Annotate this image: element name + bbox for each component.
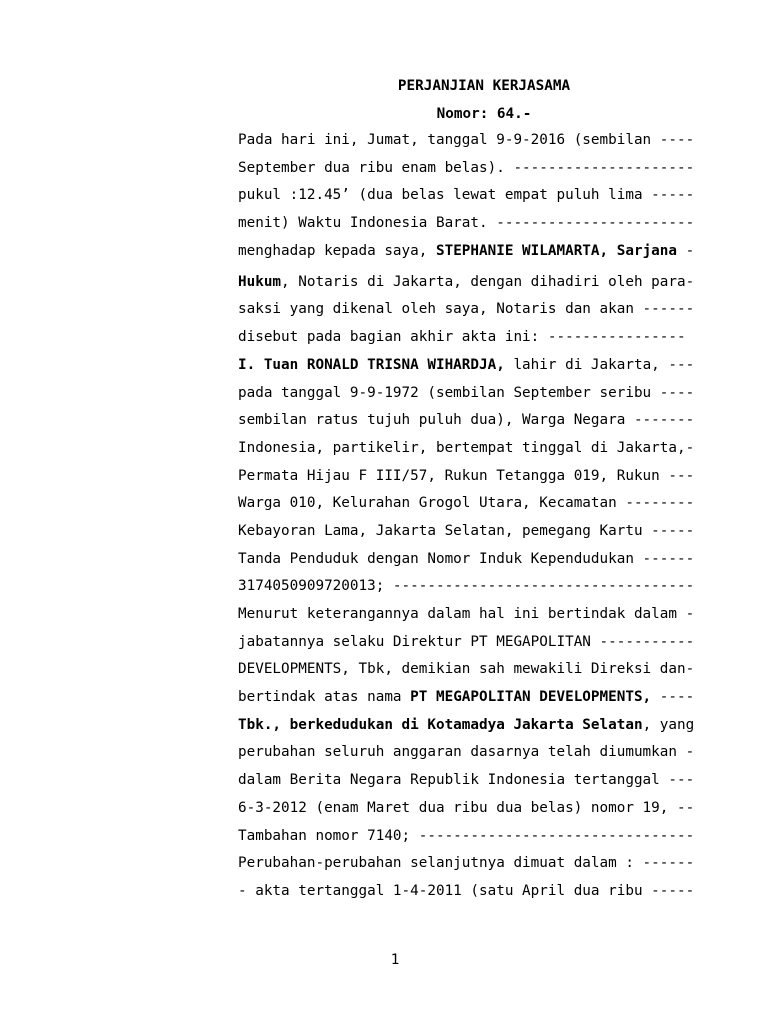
text-line	[238, 518, 738, 546]
text-segment: Pada hari ini, Jumat, tanggal 9-9-2016 (sembilan ----	[238, 132, 695, 148]
text-line	[238, 629, 738, 657]
text-segment: lahir di Jakarta, ---	[504, 356, 695, 373]
bold-text-segment: STEPHANIE WILAMARTA, Sarjana	[435, 242, 677, 259]
text-line	[238, 878, 738, 906]
text-line	[238, 296, 738, 324]
text-line	[238, 324, 738, 352]
text-segment: pukul :12.45’ (dua belas lewat empat puluh lima -----	[238, 187, 695, 204]
text-segment: , yang	[642, 716, 695, 733]
text-line	[238, 656, 738, 684]
text-line	[238, 850, 738, 878]
text-segment: Indonesia, partikelir, bertempat tinggal di Jakarta,-	[238, 439, 695, 456]
text-segment: dalam Berita Negara Republik Indonesia tertanggal ---	[238, 772, 695, 789]
page-number: 1	[390, 952, 400, 968]
text-line	[238, 407, 738, 435]
text-segment: -	[677, 242, 695, 259]
text-segment: jabatannya selaku Direktur PT MEGAPOLITAN -----------	[238, 633, 695, 650]
text-line	[238, 127, 738, 155]
text-line	[238, 155, 738, 183]
text-line	[238, 573, 738, 601]
text-line	[238, 463, 738, 491]
text-segment: perubahan seluruh anggaran dasarnya telah diumumkan -	[238, 744, 695, 761]
text-segment: Tambahan nomor 7140; --------------------------------	[238, 827, 695, 844]
bold-text-segment: Hukum	[238, 273, 282, 290]
document-number: Nomor: 64.-	[436, 106, 532, 122]
text-segment: pada tanggal 9-9-1972 (sembilan September seribu ----	[238, 384, 695, 401]
text-segment: sembilan ratus tujuh puluh dua), Warga Negara -------	[238, 412, 695, 429]
text-segment: Permata Hijau F III/57, Rukun Tetangga 019, Rukun ---	[238, 467, 695, 484]
text-line	[238, 269, 738, 297]
text-line	[238, 712, 738, 740]
text-line	[238, 238, 738, 269]
text-segment: Warga 010, Kelurahan Grogol Utara, Kecamatan --------	[238, 495, 695, 512]
text-segment: Menurut keterangannya dalam hal ini bertindak dalam -	[238, 606, 695, 622]
text-line	[238, 546, 738, 574]
text-line	[238, 380, 738, 408]
document-body	[238, 127, 738, 906]
text-segment: ----	[651, 689, 695, 706]
text-segment: Tanda Penduduk dengan Nomor Induk Kependudukan ------	[238, 550, 695, 567]
text-line	[238, 823, 738, 851]
text-line	[238, 210, 738, 238]
text-line	[238, 795, 738, 823]
text-segment: Perubahan-perubahan selanjutnya dimuat dalam : ------	[238, 855, 695, 872]
text-segment: September dua ribu enam belas). ---------------------	[238, 159, 695, 176]
text-segment: - akta tertanggal 1-4-2011 (satu April dua ribu -----	[238, 882, 695, 899]
text-line	[238, 684, 738, 712]
text-line	[238, 490, 738, 518]
text-line	[238, 767, 738, 795]
text-segment: DEVELOPMENTS, Tbk, demikian sah mewakili Direksi dan-	[238, 661, 695, 678]
text-segment: Kebayoran Lama, Jakarta Selatan, pemegang Kartu -----	[238, 522, 695, 539]
text-line	[238, 182, 738, 210]
document-title: PERJANJIAN KERJASAMA	[397, 78, 571, 94]
text-line	[238, 435, 738, 463]
text-segment: 3174050909720013; -----------------------------------	[238, 578, 695, 595]
text-line	[238, 739, 738, 767]
text-segment: menit) Waktu Indonesia Barat. -----------------------	[238, 215, 695, 232]
text-segment: menghadap kepada saya,	[238, 242, 436, 259]
text-segment: bertindak atas nama	[238, 689, 411, 706]
bold-text-segment: Tbk., berkedudukan di Kotamadya Jakarta Selatan	[238, 716, 643, 733]
text-segment: saksi yang dikenal oleh saya, Notaris dan akan ------	[238, 301, 695, 318]
text-segment: 6-3-2012 (enam Maret dua ribu dua belas) nomor 19, --	[238, 799, 695, 816]
bold-text-segment: PT MEGAPOLITAN DEVELOPMENTS,	[410, 689, 652, 706]
text-line	[238, 352, 738, 380]
bold-text-segment: I. Tuan RONALD TRISNA WIHARDJA,	[238, 356, 505, 373]
text-segment: , Notaris di Jakarta, dengan dihadiri oleh para-	[281, 273, 695, 290]
text-line	[238, 601, 738, 629]
text-segment: disebut pada bagian akhir akta ini: ----------------	[238, 329, 686, 346]
